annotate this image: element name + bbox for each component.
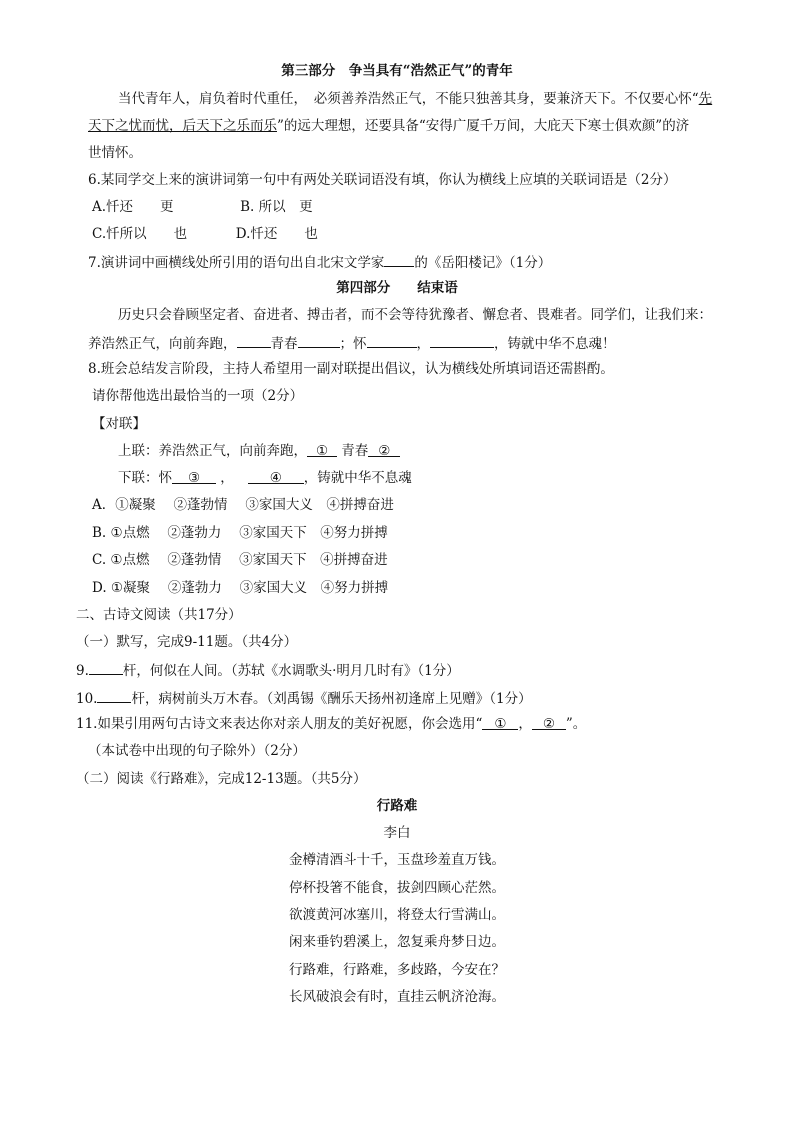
couplet-blank-1[interactable] <box>307 442 337 457</box>
part3-underlined-quote: 天下之忧而忧，后天下之乐而乐 <box>88 118 277 134</box>
part4-text: ；怀 <box>339 336 367 352</box>
q10-number: 10. <box>76 691 98 707</box>
part4-text: 养浩然正气，向前奔跑， <box>88 336 237 352</box>
part4-text: ， <box>416 336 430 352</box>
poem-author: 李白 <box>383 825 411 841</box>
part4-paragraph-line1: 历史只会眷顾坚定者、奋进者、搏击者，而不会等待犹豫者、懈怠者、畏难者。同学们，让我们来： <box>118 307 712 323</box>
part3-quote-start: 先 <box>698 91 713 107</box>
q6-option-b[interactable]: B. 所以 更 <box>240 199 313 215</box>
q8-upper-couplet <box>118 442 400 460</box>
q11-text: ”。 <box>565 716 587 732</box>
q8-option-d[interactable]: D. ①凝聚 ②蓬勃力 ③家国大义 ④努力拼搏 <box>92 580 389 596</box>
q11-blank-2[interactable] <box>532 715 566 730</box>
part4-title: 第四部分 结束语 <box>336 280 458 296</box>
q11-text: 11.如果引用两句古诗文来表达你对亲人朋友的美好祝愿，你会选用“ <box>76 716 483 732</box>
poem-line-3: 欲渡黄河冰塞川，将登太行雪满山。 <box>289 907 505 923</box>
q6-options-row1 <box>92 198 313 216</box>
q8-stem-2: 请你帮他选出最恰当的一项（2分） <box>92 388 304 404</box>
section2-title: 二、古诗文阅读（共17分） <box>76 607 242 623</box>
part4-text: 青春 <box>270 336 298 352</box>
couplet-text: ，铸就中华不息魂 <box>303 470 412 486</box>
poem-line-5: 行路难，行路难，多歧路，今安在？ <box>289 962 505 978</box>
part4-blank-2[interactable] <box>298 333 340 348</box>
blank-marker: ① <box>315 443 329 459</box>
part4-blank-1[interactable] <box>237 333 271 348</box>
part3-text: ”的远大理想，还要具备“安得广厦千万间，大庇天下寒士俱欢颜”的济 <box>277 118 690 134</box>
part3-title: 第三部分 争当具有“浩然正气”的青年 <box>281 63 513 79</box>
couplet-text: ， <box>220 470 234 486</box>
q6-option-c[interactable]: C.忏所以 也 <box>92 226 188 242</box>
q9-blank[interactable] <box>89 660 123 675</box>
q11 <box>76 715 586 733</box>
q8-option-b[interactable]: B. ①点燃 ②蓬勃力 ③家国天下 ④努力拼搏 <box>92 525 388 541</box>
poem-title: 行路难 <box>376 798 418 814</box>
part4-blank-4[interactable] <box>430 333 494 348</box>
couplet-blank-4[interactable] <box>248 469 304 484</box>
q8-option-a[interactable]: A．①凝聚 ②蓬勃情 ③家国大义 ④拼搏奋进 <box>92 497 394 513</box>
part3-paragraph-line1 <box>118 90 712 108</box>
poem-line-6: 长风破浪会有时，直挂云帆济沧海。 <box>289 989 505 1005</box>
q6-option-d[interactable]: D.忏还 也 <box>235 226 318 242</box>
blank-marker: ③ <box>187 470 201 486</box>
q6-options-row2 <box>92 225 318 243</box>
poem-line-4: 闲来垂钓碧溪上，忽复乘舟梦日边。 <box>289 934 505 950</box>
q7-text: 的《岳阳楼记》（1分） <box>414 255 552 271</box>
couplet-text: 青春 <box>341 443 369 459</box>
blank-marker: ② <box>542 716 555 732</box>
couplet-text: 下联：怀 <box>118 470 172 486</box>
poem-line-1: 金樽清酒斗十千，玉盘珍羞直万钱。 <box>289 852 505 868</box>
blank-marker: ② <box>378 443 391 459</box>
section2-sub1: （一）默写，完成9-11题。（共4分） <box>76 634 298 650</box>
q7-answer-blank[interactable] <box>384 252 414 267</box>
part3-paragraph-line2 <box>88 117 689 135</box>
q10 <box>76 688 532 708</box>
q9-text: 杆，何似在人间。（苏轼《水调歌头·明月几时有》（1分） <box>122 663 460 679</box>
part4-text: ，铸就中华不息魂！ <box>494 336 616 352</box>
blank-marker: ④ <box>269 470 282 486</box>
q7-stem <box>88 252 551 272</box>
q11-text: ， <box>518 716 532 732</box>
blank-marker: ① <box>494 716 507 732</box>
q11-note: （本试卷中出现的句子除外）（2分） <box>88 743 306 759</box>
couplet-blank-3[interactable] <box>172 469 216 484</box>
couplet-blank-2[interactable] <box>368 442 400 457</box>
q6-stem: 6.某同学交上来的演讲词第一句中有两处关联词语没有填，你认为横线上应填的关联词语是（2分） <box>88 172 677 188</box>
q8-option-c[interactable]: C. ①点燃 ②蓬勃情 ③家国天下 ④拼搏奋进 <box>92 552 388 568</box>
poem-line-2: 停杯投箸不能食，拔剑四顾心茫然。 <box>289 880 505 896</box>
part3-paragraph-line3: 世情怀。 <box>88 145 142 161</box>
q8-stem: 8.班会总结发言阶段，主持人希望用一副对联提出倡议，认为横线处所填词语还需斟酌。 <box>88 361 614 377</box>
q11-blank-1[interactable] <box>482 715 518 730</box>
q6-option-a[interactable]: A.忏还 更 <box>92 199 174 215</box>
part4-paragraph-line2 <box>88 333 616 353</box>
q8-lower-couplet <box>118 469 412 487</box>
q9 <box>76 660 460 680</box>
q9-number: 9. <box>76 663 89 679</box>
q10-text: 杆，病树前头万木春。（刘禹锡《酬乐天扬州初逢席上见赠》（1分） <box>131 691 532 707</box>
q7-text: 7.演讲词中画横线处所引用的语句出自北宋文学家 <box>88 255 385 271</box>
couplet-text: 上联：养浩然正气，向前奔跑， <box>118 443 307 459</box>
part4-blank-3[interactable] <box>367 333 417 348</box>
q8-couplet-label: 【对联】 <box>92 416 146 432</box>
section2-sub2: （二）阅读《行路难》，完成12-13题。（共5分） <box>76 771 367 787</box>
part3-text: 当代青年人，肩负着时代重任， 必须善养浩然正气，不能只独善其身，要兼济天下。不仅要心怀“ <box>118 91 699 107</box>
q10-blank[interactable] <box>97 688 131 703</box>
